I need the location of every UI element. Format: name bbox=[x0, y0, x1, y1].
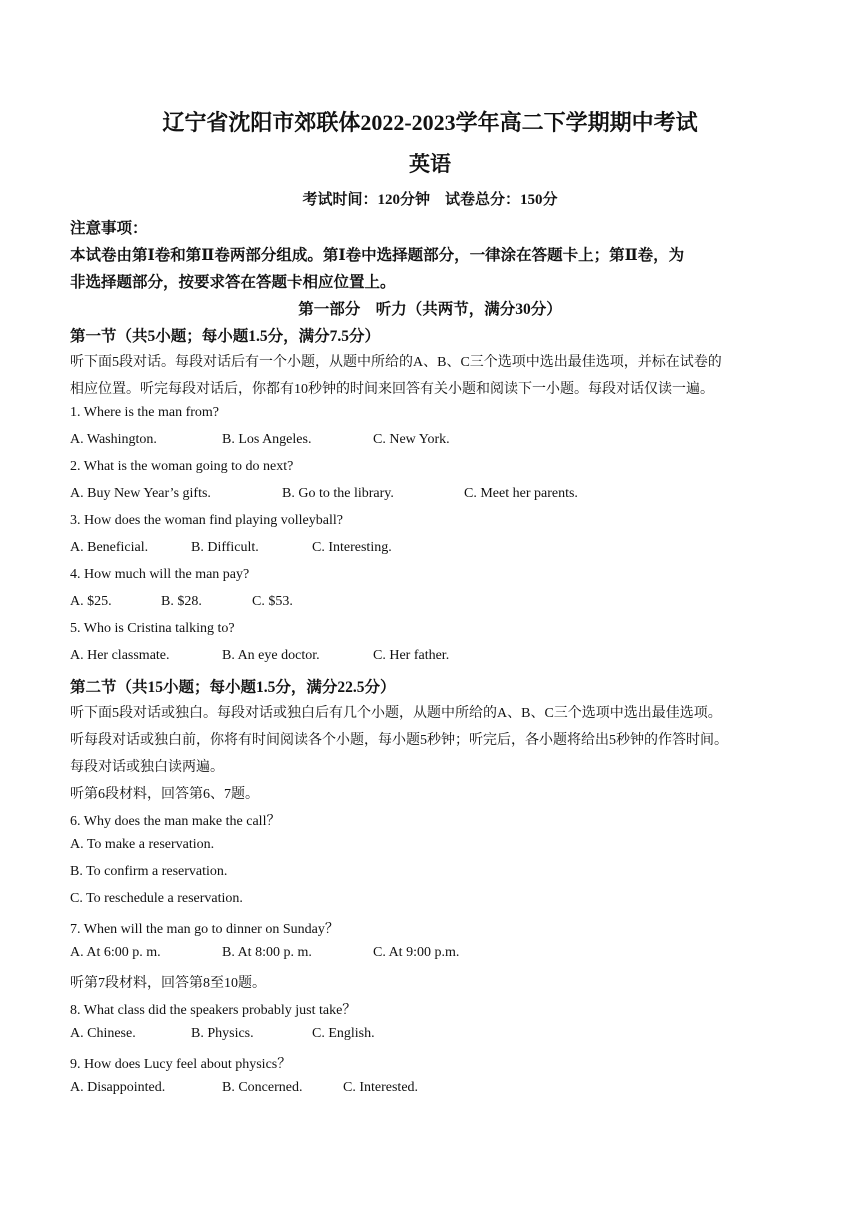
section2-instruction-1: 听下面5段对话或独白。每段对话或独白后有几个小题，从题中所给的A、B、C三个选项中选出最佳选项。 bbox=[70, 706, 722, 721]
question-5-option-c: C. Her father. bbox=[373, 648, 450, 663]
question-7-option-c: C. At 9:00 p.m. bbox=[373, 945, 460, 960]
question-2-option-a: A. Buy New Year’s gifts. bbox=[70, 486, 211, 501]
question-6-option-a: A. To make a reservation. bbox=[70, 837, 215, 852]
question-8-option-b: B. Physics. bbox=[191, 1026, 254, 1041]
section2-instruction-2: 听每段对话或独白前，你将有时间阅读各个小题，每小题5秒钟；听完后，各小题将给出5秒钟的作答时间。 bbox=[70, 733, 728, 748]
part1-title: 第一部分 听力（共两节，满分30分） bbox=[298, 301, 562, 318]
material-7-heading: 听第7段材料，回答第8至10题。 bbox=[70, 976, 266, 991]
question-3: 3. How does the woman find playing volleyball? bbox=[70, 513, 343, 528]
section1-instruction-1: 听下面5段对话。每段对话后有一个小题，从题中所给的A、B、C三个选项中选出最佳选项，并标在试卷的 bbox=[70, 355, 722, 370]
question-7-option-a: A. At 6:00 p. m. bbox=[70, 945, 161, 960]
notice-line-2: 非选择题部分，按要求答在答题卡相应位置上。 bbox=[70, 274, 396, 291]
notice-line-1: 本试卷由第Ⅰ卷和第Ⅱ卷两部分组成。第Ⅰ卷中选择题部分，一律涂在答题卡上；第Ⅱ卷，为 bbox=[70, 247, 685, 264]
question-1-option-c: C. New York. bbox=[373, 432, 450, 447]
section1-instruction-2: 相应位置。听完每段对话后，你都有10秒钟的时间来回答有关小题和阅读下一小题。每段对话仅读一遍。 bbox=[70, 382, 714, 397]
question-4: 4. How much will the man pay? bbox=[70, 567, 250, 582]
question-6: 6. Why does the man make the call？ bbox=[70, 814, 281, 829]
exam-subject: 英语 bbox=[409, 152, 451, 176]
section2-instruction-3: 每段对话或独白读两遍。 bbox=[70, 760, 224, 775]
question-7-option-b: B. At 8:00 p. m. bbox=[222, 945, 312, 960]
question-5-option-b: B. An eye doctor. bbox=[222, 648, 320, 663]
section2-title: 第二节（共15小题；每小题1.5分，满分22.5分） bbox=[70, 679, 396, 696]
question-1-option-a: A. Washington. bbox=[70, 432, 157, 447]
question-4-option-b: B. $28. bbox=[161, 594, 202, 609]
section1-title: 第一节（共5小题；每小题1.5分，满分7.5分） bbox=[70, 328, 381, 345]
question-5-option-a: A. Her classmate. bbox=[70, 648, 170, 663]
question-2: 2. What is the woman going to do next? bbox=[70, 459, 294, 474]
notice-label: 注意事项： bbox=[70, 220, 148, 237]
question-9-option-b: B. Concerned. bbox=[222, 1080, 303, 1095]
exam-title: 辽宁省沈阳市郊联体2022-2023学年高二下学期期中考试 bbox=[162, 110, 698, 135]
exam-info: 考试时间：120分钟 试卷总分：150分 bbox=[302, 192, 558, 208]
question-8-option-a: A. Chinese. bbox=[70, 1026, 136, 1041]
material-6-heading: 听第6段材料，回答第6、7题。 bbox=[70, 787, 259, 802]
question-5: 5. Who is Cristina talking to? bbox=[70, 621, 235, 636]
question-1-option-b: B. Los Angeles. bbox=[222, 432, 312, 447]
question-9: 9. How does Lucy feel about physics？ bbox=[70, 1057, 292, 1072]
question-6-option-c: C. To reschedule a reservation. bbox=[70, 891, 243, 906]
question-4-option-a: A. $25. bbox=[70, 594, 112, 609]
question-3-option-c: C. Interesting. bbox=[312, 540, 392, 555]
question-8-option-c: C. English. bbox=[312, 1026, 375, 1041]
question-1: 1. Where is the man from? bbox=[70, 405, 220, 420]
question-6-option-b: B. To confirm a reservation. bbox=[70, 864, 228, 879]
question-9-option-a: A. Disappointed. bbox=[70, 1080, 166, 1095]
question-2-option-c: C. Meet her parents. bbox=[464, 486, 578, 501]
question-8: 8. What class did the speakers probably just take？ bbox=[70, 1003, 357, 1018]
question-2-option-b: B. Go to the library. bbox=[282, 486, 394, 501]
question-3-option-a: A. Beneficial. bbox=[70, 540, 149, 555]
question-9-option-c: C. Interested. bbox=[343, 1080, 419, 1095]
question-4-option-c: C. $53. bbox=[252, 594, 293, 609]
question-3-option-b: B. Difficult. bbox=[191, 540, 259, 555]
question-7: 7. When will the man go to dinner on Sunday？ bbox=[70, 922, 339, 937]
